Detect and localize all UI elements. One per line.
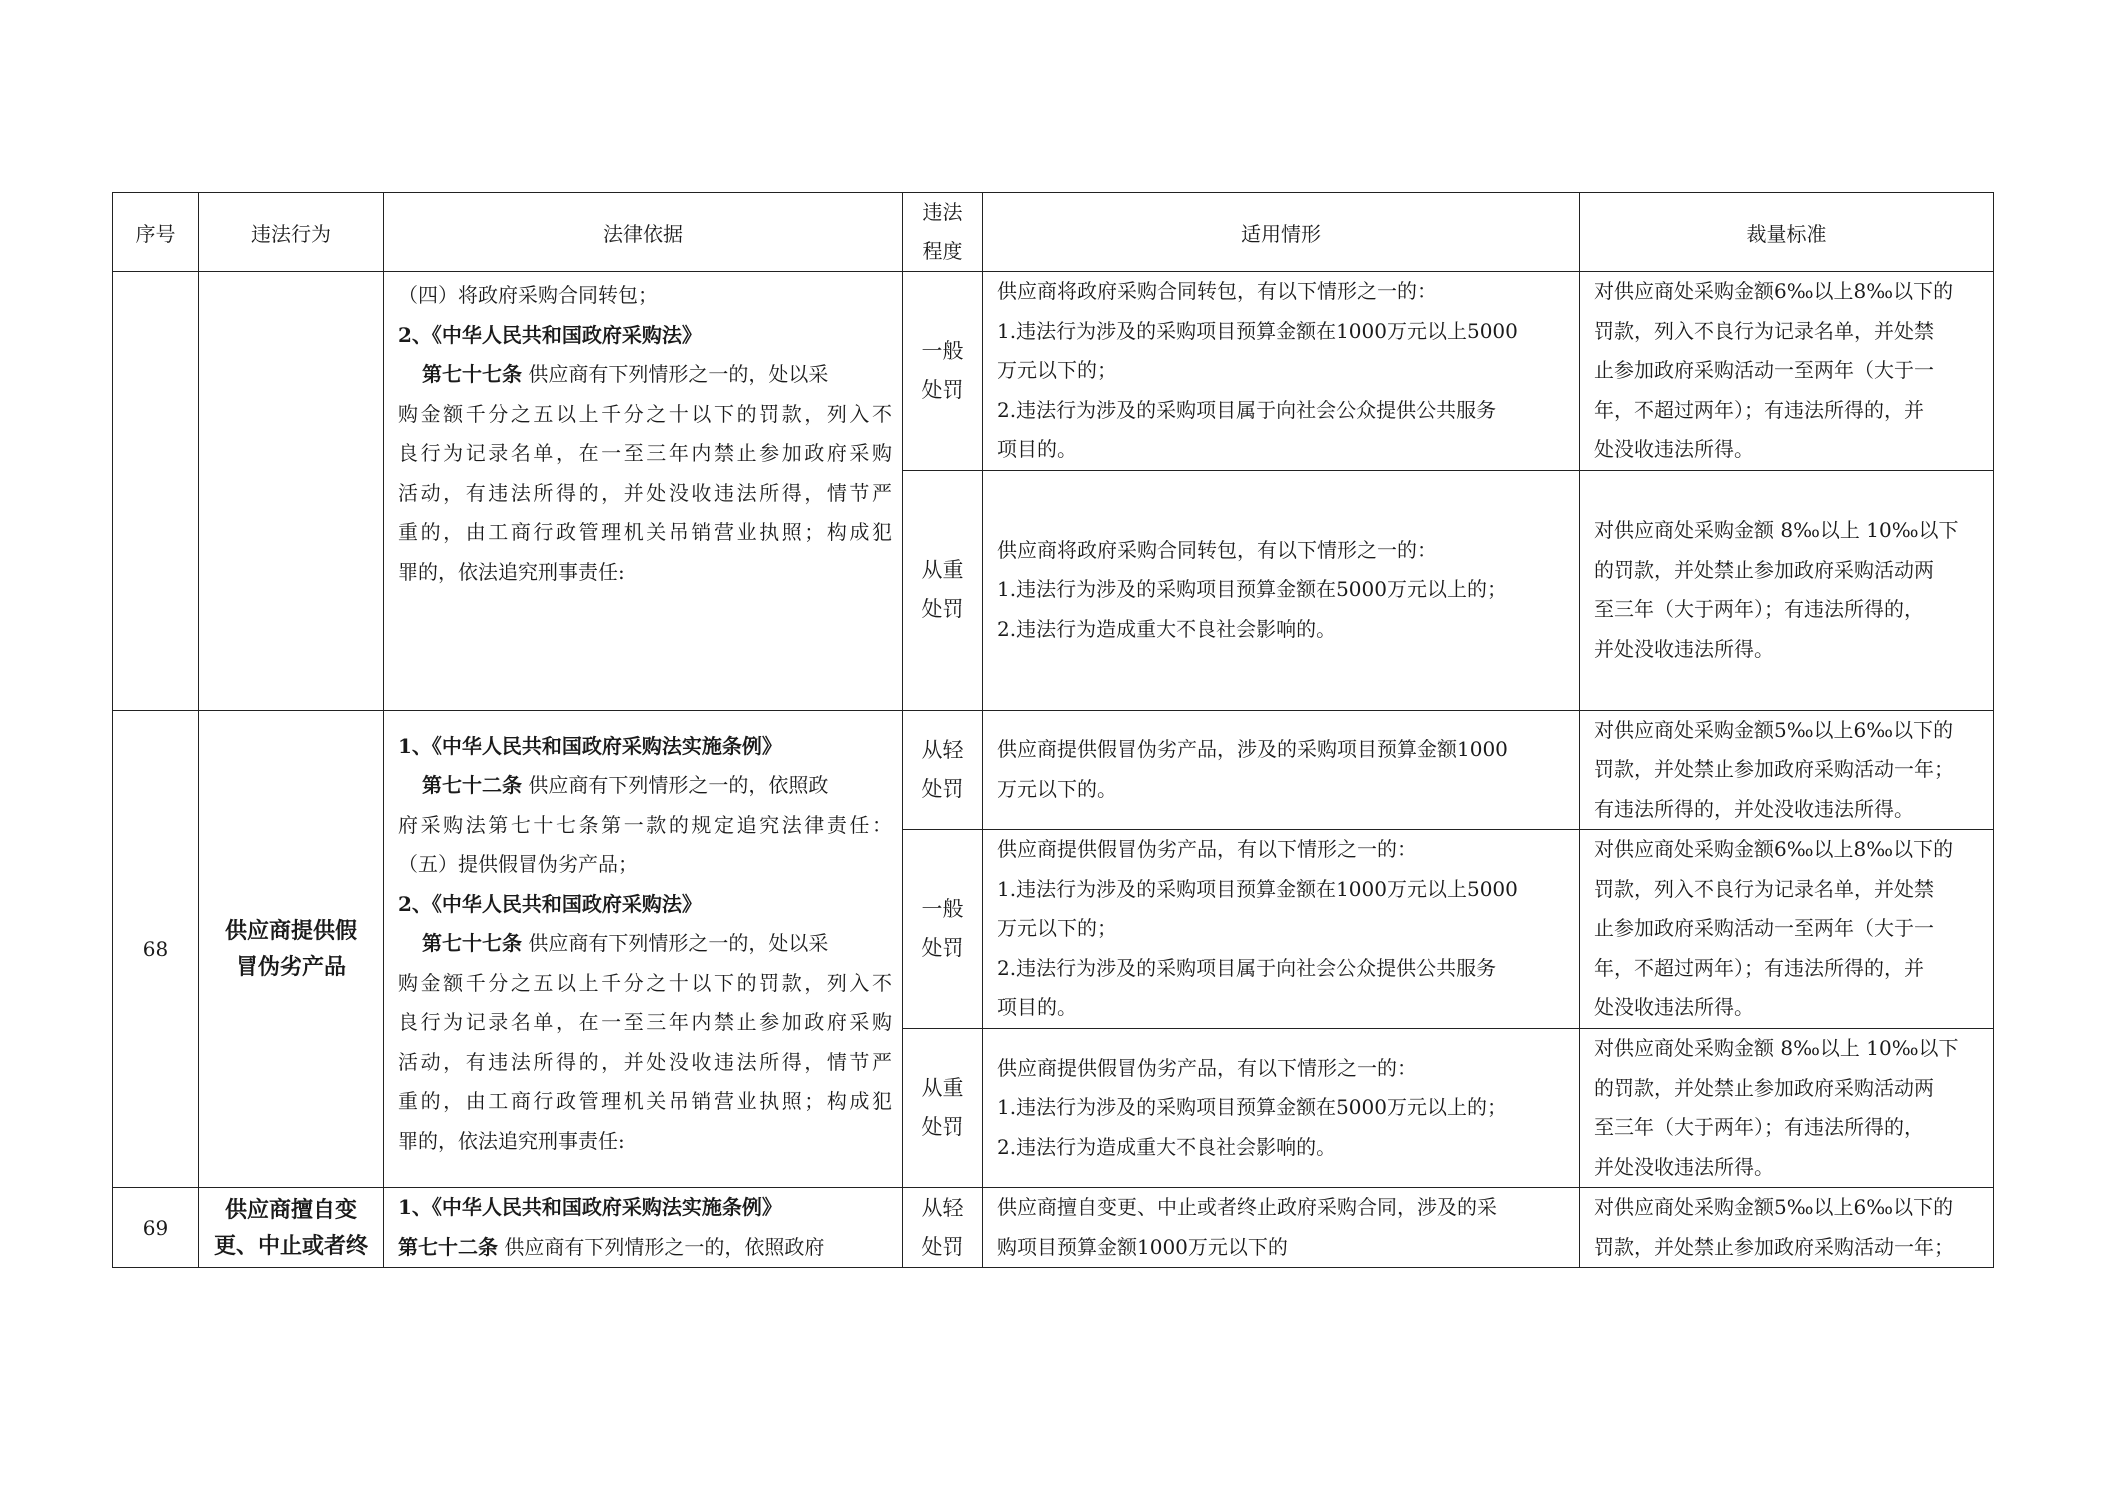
basis-line: 良行为记录名单，在一至三年内禁止参加政府采购 [398, 441, 892, 465]
act-line: 供应商提供假 [224, 917, 357, 944]
basis-law-title: 1、《中华人民共和国政府采购法实施条例》 [398, 733, 782, 758]
header-degree-line2: 程度 [922, 239, 963, 263]
degree-cell [903, 470, 983, 710]
situation-cell [983, 470, 1580, 710]
degree-text: 从重 [921, 1076, 964, 1100]
degree-text: 从轻 [921, 1195, 964, 1220]
act-line: 供应商擅自变 [224, 1196, 357, 1223]
row-no-cell: 69 [113, 1188, 199, 1268]
row-act-cell [199, 272, 384, 711]
situation-cell [983, 272, 1580, 471]
situation-line: 1.违法行为涉及的采购项目预算金额在5000万元以上的； [997, 577, 1507, 602]
standard-cell [1580, 1188, 1994, 1268]
basis-line: 第七十七条 供应商有下列情形之一的，处以采 [422, 931, 829, 955]
penalty-discretion-table [112, 192, 1994, 1268]
situation-line: 2.违法行为造成重大不良社会影响的。 [997, 1134, 1337, 1159]
row-act-cell [199, 710, 384, 1188]
row-no-cell [113, 272, 199, 711]
article-label: 第七十二条 [422, 773, 522, 797]
row-act-cell [199, 1188, 384, 1268]
situation-line: 万元以下的。 [997, 776, 1117, 801]
standard-cell [1580, 830, 1994, 1029]
situation-line: 万元以下的； [997, 358, 1117, 382]
article-label: 第七十七条 [422, 362, 522, 386]
degree-cell [903, 830, 983, 1029]
standard-line: 对供应商处采购金额5‰以上6‰以下的 [1594, 1195, 1954, 1219]
degree-text: 处罚 [921, 936, 964, 960]
standard-line: 罚款，并处禁止参加政府采购活动一年； [1594, 757, 1954, 781]
degree-text: 处罚 [921, 1115, 964, 1139]
basis-law-title: 2、《中华人民共和国政府采购法》 [398, 322, 702, 347]
row-no-cell: 68 [113, 710, 199, 1188]
situation-cell [983, 830, 1580, 1029]
standard-line: 对供应商处采购金额 8‰以上 10‰以下 [1594, 1036, 1959, 1060]
situation-line: 购项目预算金额1000万元以下的 [997, 1234, 1288, 1259]
standard-line: 止参加政府采购活动一至两年（大于一 [1594, 916, 1934, 941]
degree-text: 处罚 [921, 597, 964, 621]
act-line: 冒伪劣产品 [235, 953, 346, 980]
situation-line: 供应商擅自变更、中止或者终止政府采购合同，涉及的采 [997, 1195, 1497, 1219]
basis-line: 重的，由工商行政管理机关吊销营业执照；构成犯 [398, 1089, 892, 1113]
article-label: 第七十七条 [422, 931, 522, 955]
basis-line: 良行为记录名单，在一至三年内禁止参加政府采购 [398, 1010, 892, 1034]
legal-basis-cell [384, 1188, 903, 1268]
degree-text: 从重 [921, 558, 964, 582]
standard-line: 并处没收违法所得。 [1594, 636, 1774, 661]
standard-line: 至三年（大于两年）；有违法所得的， [1594, 597, 1924, 621]
standard-line: 罚款，并处禁止参加政府采购活动一年； [1594, 1234, 1954, 1259]
basis-line: 购金额千分之五以上千分之十以下的罚款，列入不 [398, 970, 892, 995]
header-act: 违法行为 [199, 193, 384, 272]
standard-line: 止参加政府采购活动一至两年（大于一 [1594, 358, 1934, 382]
table-header-row [113, 193, 1994, 272]
basis-line: 重的，由工商行政管理机关吊销营业执照；构成犯 [398, 520, 892, 544]
basis-line: 罪的，依法追究刑事责任: [398, 559, 625, 584]
standard-line: 罚款，列入不良行为记录名单，并处禁 [1594, 318, 1934, 343]
article-label: 第七十二条 [398, 1234, 498, 1259]
legal-basis-cell [384, 272, 903, 711]
situation-line: 2.违法行为涉及的采购项目属于向社会公众提供公共服务 [997, 955, 1497, 980]
standard-cell [1580, 1029, 1994, 1188]
header-degree-line1: 违法 [922, 200, 963, 224]
degree-text: 一般 [921, 338, 964, 363]
standard-line: 对供应商处采购金额6‰以上8‰以下的 [1594, 837, 1954, 862]
basis-line: 第七十二条 供应商有下列情形之一的，依照政府 [398, 1234, 825, 1259]
standard-line: 对供应商处采购金额5‰以上6‰以下的 [1594, 717, 1954, 742]
standard-line: 处没收违法所得。 [1594, 437, 1754, 461]
basis-line: 购金额千分之五以上千分之十以下的罚款，列入不 [398, 401, 892, 426]
act-line: 更、中止或者终 [213, 1232, 368, 1259]
header-degree [903, 193, 983, 272]
standard-line: 罚款，列入不良行为记录名单，并处禁 [1594, 876, 1934, 901]
header-basis: 法律依据 [384, 193, 903, 272]
basis-line: （四）将政府采购合同转包； [398, 283, 658, 307]
standard-line: 对供应商处采购金额 8‰以上 10‰以下 [1594, 518, 1959, 542]
situation-line: 项目的。 [997, 995, 1077, 1020]
situation-cell [983, 1029, 1580, 1188]
situation-line: 1.违法行为涉及的采购项目预算金额在5000万元以上的； [997, 1095, 1507, 1120]
legal-basis-cell [384, 710, 903, 1188]
situation-line: 2.违法行为涉及的采购项目属于向社会公众提供公共服务 [997, 397, 1497, 422]
basis-line: 府采购法第七十七条第一款的规定追究法律责任： [398, 812, 892, 837]
situation-line: 供应商提供假冒伪劣产品，有以下情形之一的： [997, 837, 1417, 862]
situation-line: 供应商将政府采购合同转包，有以下情形之一的： [997, 279, 1437, 303]
table-row [113, 1188, 1994, 1268]
standard-line: 的罚款，并处禁止参加政府采购活动两 [1594, 557, 1934, 582]
standard-line: 至三年（大于两年）；有违法所得的， [1594, 1115, 1924, 1139]
degree-text: 处罚 [921, 1234, 964, 1259]
standard-line: 对供应商处采购金额6‰以上8‰以下的 [1594, 279, 1954, 303]
degree-text: 一般 [921, 897, 964, 921]
header-situation: 适用情形 [983, 193, 1580, 272]
basis-line: 活动，有违法所得的，并处没收违法所得，情节严 [398, 480, 892, 505]
degree-cell [903, 710, 983, 830]
degree-cell [903, 1188, 983, 1268]
situation-line: 供应商提供假冒伪劣产品，涉及的采购项目预算金额1000 [997, 737, 1508, 762]
standard-line: 年，不超过两年）；有违法所得的，并 [1594, 397, 1924, 422]
basis-line: 活动，有违法所得的，并处没收违法所得，情节严 [398, 1049, 892, 1074]
degree-text: 从轻 [921, 737, 964, 762]
basis-line: 第七十七条 供应商有下列情形之一的，处以采 [422, 362, 829, 386]
situation-cell [983, 710, 1580, 830]
situation-line: 项目的。 [997, 437, 1077, 461]
standard-line: 处没收违法所得。 [1594, 995, 1754, 1020]
standard-line: 的罚款，并处禁止参加政府采购活动两 [1594, 1075, 1934, 1100]
degree-text: 处罚 [921, 377, 964, 402]
standard-line: 年，不超过两年）；有违法所得的，并 [1594, 955, 1924, 980]
basis-line: 罪的，依法追究刑事责任: [398, 1128, 625, 1153]
basis-line: （五）提供假冒伪劣产品； [398, 852, 638, 876]
header-standard: 裁量标准 [1580, 193, 1994, 272]
situation-line: 万元以下的； [997, 916, 1117, 941]
degree-cell [903, 272, 983, 471]
situation-line: 1.违法行为涉及的采购项目预算金额在1000万元以上5000 [997, 876, 1518, 901]
basis-law-title: 2、《中华人民共和国政府采购法》 [398, 891, 702, 916]
standard-cell [1580, 710, 1994, 830]
standard-cell [1580, 470, 1994, 710]
table-row [113, 710, 1994, 830]
table-row [113, 272, 1994, 471]
situation-line: 供应商提供假冒伪劣产品，有以下情形之一的： [997, 1055, 1417, 1080]
basis-law-title: 1、《中华人民共和国政府采购法实施条例》 [398, 1195, 782, 1219]
degree-cell [903, 1029, 983, 1188]
situation-line: 供应商将政府采购合同转包，有以下情形之一的： [997, 537, 1437, 562]
situation-line: 2.违法行为造成重大不良社会影响的。 [997, 616, 1337, 641]
situation-line: 1.违法行为涉及的采购项目预算金额在1000万元以上5000 [997, 318, 1518, 343]
standard-line: 有违法所得的，并处没收违法所得。 [1594, 796, 1914, 821]
degree-text: 处罚 [921, 776, 964, 801]
basis-line: 第七十二条 供应商有下列情形之一的，依照政 [422, 773, 829, 797]
standard-cell [1580, 272, 1994, 471]
header-no: 序号 [113, 193, 199, 272]
situation-cell [983, 1188, 1580, 1268]
standard-line: 并处没收违法所得。 [1594, 1154, 1774, 1179]
